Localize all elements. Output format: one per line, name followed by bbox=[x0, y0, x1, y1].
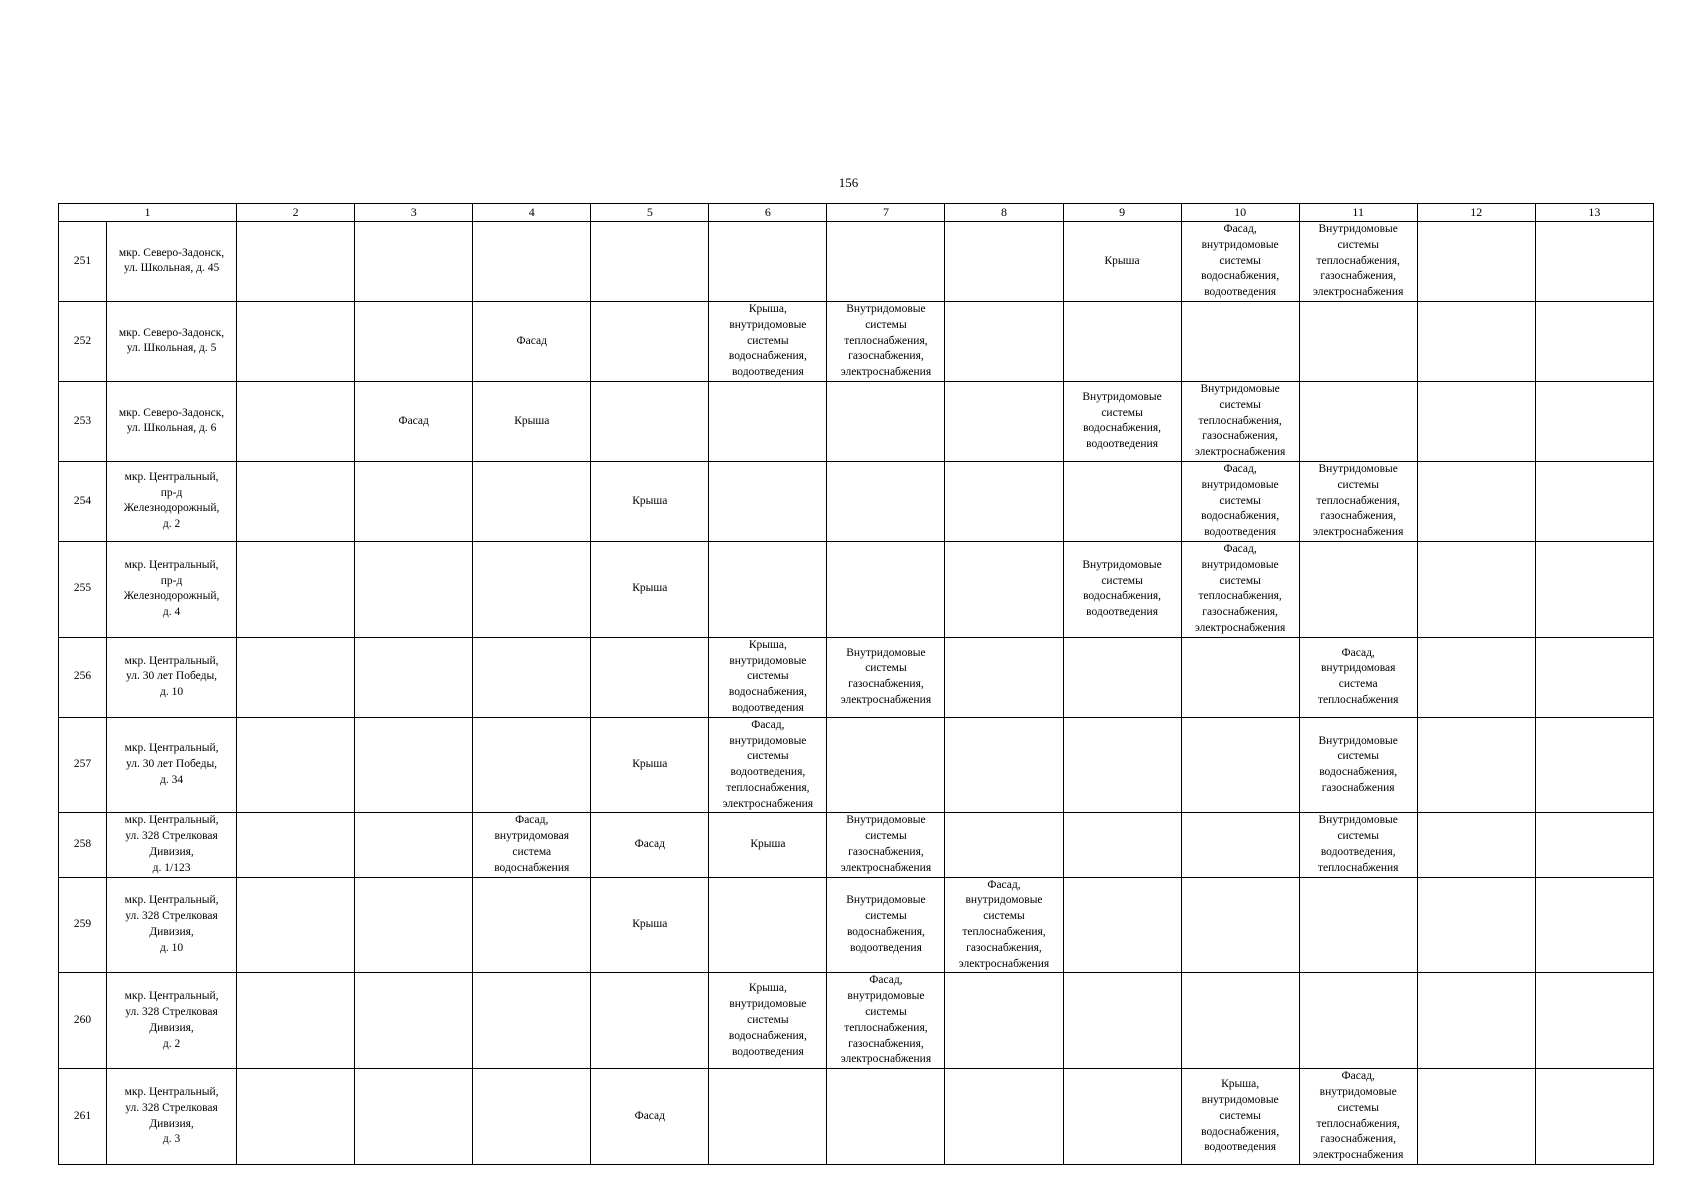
work-cell-col-3 bbox=[355, 813, 473, 877]
work-cell-col-5: Крыша bbox=[591, 541, 709, 637]
work-cell-col-10 bbox=[1181, 813, 1299, 877]
column-header: 11 bbox=[1299, 204, 1417, 222]
work-cell-col-5: Крыша bbox=[591, 717, 709, 813]
column-header: 7 bbox=[827, 204, 945, 222]
work-cell-col-4 bbox=[473, 717, 591, 813]
work-cell-col-12 bbox=[1417, 461, 1535, 541]
work-cell-col-11: Внутридомовые системы водоотведения, теплоснабжения bbox=[1299, 813, 1417, 877]
column-header: 6 bbox=[709, 204, 827, 222]
work-cell-col-3 bbox=[355, 877, 473, 973]
work-cell-col-2 bbox=[237, 541, 355, 637]
work-cell-col-4 bbox=[473, 461, 591, 541]
work-cell-col-8 bbox=[945, 717, 1063, 813]
row-number: 256 bbox=[59, 637, 107, 717]
table-row bbox=[59, 1069, 1654, 1165]
row-number: 255 bbox=[59, 541, 107, 637]
work-cell-col-6 bbox=[709, 461, 827, 541]
work-cell-col-9 bbox=[1063, 637, 1181, 717]
work-cell-col-9 bbox=[1063, 717, 1181, 813]
work-cell-col-11: Фасад, внутридомовые системы теплоснабжения, газоснабжения, электроснабжения bbox=[1299, 1069, 1417, 1165]
work-cell-col-6: Крыша bbox=[709, 813, 827, 877]
work-cell-col-4 bbox=[473, 973, 591, 1069]
address-cell: мкр. Центральный, ул. 328 Стрелковая Дивизия, д. 3 bbox=[107, 1069, 237, 1165]
page-number: 156 bbox=[838, 175, 859, 190]
work-cell-col-7: Внутридомовые системы теплоснабжения, газоснабжения, электроснабжения bbox=[827, 301, 945, 381]
table-row bbox=[59, 222, 1654, 302]
work-cell-col-7: Фасад, внутридомовые системы теплоснабжения, газоснабжения, электроснабжения bbox=[827, 973, 945, 1069]
header-row bbox=[59, 204, 1654, 222]
work-cell-col-4 bbox=[473, 1069, 591, 1165]
work-cell-col-5 bbox=[591, 222, 709, 302]
work-cell-col-4: Крыша bbox=[473, 381, 591, 461]
work-cell-col-11 bbox=[1299, 973, 1417, 1069]
work-cell-col-10 bbox=[1181, 877, 1299, 973]
work-cell-col-7: Внутридомовые системы газоснабжения, электроснабжения bbox=[827, 813, 945, 877]
work-cell-col-10: Фасад, внутридомовые системы водоснабжения, водоотведения bbox=[1181, 461, 1299, 541]
work-cell-col-12 bbox=[1417, 381, 1535, 461]
work-cell-col-11: Внутридомовые системы теплоснабжения, газоснабжения, электроснабжения bbox=[1299, 461, 1417, 541]
work-cell-col-12 bbox=[1417, 877, 1535, 973]
work-cell-col-2 bbox=[237, 222, 355, 302]
work-cell-col-8 bbox=[945, 301, 1063, 381]
column-header: 4 bbox=[473, 204, 591, 222]
work-cell-col-7: Внутридомовые системы газоснабжения, электроснабжения bbox=[827, 637, 945, 717]
work-cell-col-4 bbox=[473, 877, 591, 973]
work-cell-col-10: Крыша, внутридомовые системы водоснабжения, водоотведения bbox=[1181, 1069, 1299, 1165]
work-cell-col-2 bbox=[237, 813, 355, 877]
work-cell-col-13 bbox=[1535, 973, 1653, 1069]
work-cell-col-2 bbox=[237, 973, 355, 1069]
table-row bbox=[59, 301, 1654, 381]
work-cell-col-11 bbox=[1299, 877, 1417, 973]
work-cell-col-3 bbox=[355, 222, 473, 302]
address-cell: мкр. Северо-Задонск, ул. Школьная, д. 6 bbox=[107, 381, 237, 461]
row-number: 258 bbox=[59, 813, 107, 877]
row-number: 257 bbox=[59, 717, 107, 813]
column-header: 1 bbox=[59, 204, 237, 222]
table-row bbox=[59, 877, 1654, 973]
work-cell-col-3 bbox=[355, 717, 473, 813]
work-cell-col-3 bbox=[355, 973, 473, 1069]
work-cell-col-13 bbox=[1535, 381, 1653, 461]
address-cell: мкр. Центральный, ул. 328 Стрелковая Дивизия, д. 2 bbox=[107, 973, 237, 1069]
work-cell-col-2 bbox=[237, 1069, 355, 1165]
work-cell-col-9 bbox=[1063, 461, 1181, 541]
work-cell-col-13 bbox=[1535, 301, 1653, 381]
work-cell-col-13 bbox=[1535, 541, 1653, 637]
work-cell-col-10: Фасад, внутридомовые системы теплоснабжения, газоснабжения, электроснабжения bbox=[1181, 541, 1299, 637]
work-cell-col-9: Крыша bbox=[1063, 222, 1181, 302]
table-body bbox=[59, 222, 1654, 1165]
work-cell-col-13 bbox=[1535, 222, 1653, 302]
work-cell-col-13 bbox=[1535, 877, 1653, 973]
work-cell-col-8 bbox=[945, 637, 1063, 717]
work-cell-col-10 bbox=[1181, 637, 1299, 717]
work-cell-col-4 bbox=[473, 637, 591, 717]
work-cell-col-4 bbox=[473, 541, 591, 637]
work-cell-col-9 bbox=[1063, 301, 1181, 381]
work-cell-col-7 bbox=[827, 541, 945, 637]
row-number: 259 bbox=[59, 877, 107, 973]
work-cell-col-12 bbox=[1417, 222, 1535, 302]
work-cell-col-2 bbox=[237, 877, 355, 973]
work-cell-col-11: Внутридомовые системы водоснабжения, газоснабжения bbox=[1299, 717, 1417, 813]
work-cell-col-6: Фасад, внутридомовые системы водоотведения, теплоснабжения, электроснабжения bbox=[709, 717, 827, 813]
work-cell-col-11 bbox=[1299, 301, 1417, 381]
work-cell-col-13 bbox=[1535, 717, 1653, 813]
column-header: 10 bbox=[1181, 204, 1299, 222]
work-cell-col-9 bbox=[1063, 973, 1181, 1069]
work-cell-col-6 bbox=[709, 1069, 827, 1165]
column-header: 12 bbox=[1417, 204, 1535, 222]
table-row bbox=[59, 717, 1654, 813]
work-cell-col-10 bbox=[1181, 717, 1299, 813]
work-cell-col-6: Крыша, внутридомовые системы водоснабжения, водоотведения bbox=[709, 637, 827, 717]
work-cell-col-10: Внутридомовые системы теплоснабжения, газоснабжения, электроснабжения bbox=[1181, 381, 1299, 461]
work-cell-col-2 bbox=[237, 381, 355, 461]
table-row bbox=[59, 637, 1654, 717]
work-cell-col-3 bbox=[355, 541, 473, 637]
work-cell-col-12 bbox=[1417, 717, 1535, 813]
row-number: 253 bbox=[59, 381, 107, 461]
work-cell-col-3 bbox=[355, 461, 473, 541]
work-cell-col-9 bbox=[1063, 1069, 1181, 1165]
column-header: 13 bbox=[1535, 204, 1653, 222]
address-cell: мкр. Центральный, ул. 328 Стрелковая Дивизия, д. 10 bbox=[107, 877, 237, 973]
table-row bbox=[59, 541, 1654, 637]
work-cell-col-7 bbox=[827, 717, 945, 813]
address-cell: мкр. Центральный, ул. 328 Стрелковая Дивизия, д. 1/123 bbox=[107, 813, 237, 877]
work-cell-col-7 bbox=[827, 1069, 945, 1165]
row-number: 254 bbox=[59, 461, 107, 541]
work-cell-col-7: Внутридомовые системы водоснабжения, водоотведения bbox=[827, 877, 945, 973]
table-row bbox=[59, 973, 1654, 1069]
work-cell-col-5 bbox=[591, 301, 709, 381]
work-cell-col-12 bbox=[1417, 1069, 1535, 1165]
work-cell-col-11: Фасад, внутридомовая система теплоснабжения bbox=[1299, 637, 1417, 717]
row-number: 252 bbox=[59, 301, 107, 381]
work-cell-col-8 bbox=[945, 222, 1063, 302]
work-cell-col-9 bbox=[1063, 877, 1181, 973]
work-cell-col-2 bbox=[237, 637, 355, 717]
work-cell-col-7 bbox=[827, 461, 945, 541]
column-header: 2 bbox=[237, 204, 355, 222]
work-cell-col-12 bbox=[1417, 301, 1535, 381]
table-row bbox=[59, 381, 1654, 461]
work-cell-col-3 bbox=[355, 301, 473, 381]
work-cell-col-2 bbox=[237, 461, 355, 541]
work-cell-col-4 bbox=[473, 222, 591, 302]
work-cell-col-6 bbox=[709, 541, 827, 637]
work-cell-col-11 bbox=[1299, 541, 1417, 637]
repair-schedule-table bbox=[58, 203, 1654, 1165]
work-cell-col-5: Крыша bbox=[591, 461, 709, 541]
work-cell-col-12 bbox=[1417, 541, 1535, 637]
work-cell-col-5 bbox=[591, 381, 709, 461]
work-cell-col-6 bbox=[709, 381, 827, 461]
work-cell-col-7 bbox=[827, 222, 945, 302]
address-cell: мкр. Центральный, пр-д Железнодорожный, д. 2 bbox=[107, 461, 237, 541]
column-header: 5 bbox=[591, 204, 709, 222]
work-cell-col-5: Фасад bbox=[591, 813, 709, 877]
column-header: 3 bbox=[355, 204, 473, 222]
work-cell-col-6 bbox=[709, 877, 827, 973]
work-cell-col-12 bbox=[1417, 637, 1535, 717]
work-cell-col-3 bbox=[355, 1069, 473, 1165]
work-cell-col-10: Фасад, внутридомовые системы водоснабжения, водоотведения bbox=[1181, 222, 1299, 302]
address-cell: мкр. Центральный, ул. 30 лет Победы, д. 10 bbox=[107, 637, 237, 717]
work-cell-col-8 bbox=[945, 381, 1063, 461]
work-cell-col-11: Внутридомовые системы теплоснабжения, газоснабжения, электроснабжения bbox=[1299, 222, 1417, 302]
row-number: 260 bbox=[59, 973, 107, 1069]
work-cell-col-4: Фасад, внутридомовая система водоснабжения bbox=[473, 813, 591, 877]
work-cell-col-9: Внутридомовые системы водоснабжения, водоотведения bbox=[1063, 381, 1181, 461]
address-cell: мкр. Центральный, ул. 30 лет Победы, д. 34 bbox=[107, 717, 237, 813]
work-cell-col-6: Крыша, внутридомовые системы водоснабжения, водоотведения bbox=[709, 301, 827, 381]
work-cell-col-5 bbox=[591, 637, 709, 717]
work-cell-col-9: Внутридомовые системы водоснабжения, водоотведения bbox=[1063, 541, 1181, 637]
work-cell-col-11 bbox=[1299, 381, 1417, 461]
work-cell-col-13 bbox=[1535, 1069, 1653, 1165]
work-cell-col-8 bbox=[945, 1069, 1063, 1165]
work-cell-col-12 bbox=[1417, 973, 1535, 1069]
address-cell: мкр. Северо-Задонск, ул. Школьная, д. 5 bbox=[107, 301, 237, 381]
work-cell-col-5 bbox=[591, 973, 709, 1069]
work-cell-col-13 bbox=[1535, 637, 1653, 717]
work-cell-col-9 bbox=[1063, 813, 1181, 877]
work-cell-col-6: Крыша, внутридомовые системы водоснабжения, водоотведения bbox=[709, 973, 827, 1069]
work-cell-col-10 bbox=[1181, 973, 1299, 1069]
column-header: 9 bbox=[1063, 204, 1181, 222]
work-cell-col-8 bbox=[945, 541, 1063, 637]
address-cell: мкр. Центральный, пр-д Железнодорожный, д. 4 bbox=[107, 541, 237, 637]
row-number: 261 bbox=[59, 1069, 107, 1165]
work-cell-col-3 bbox=[355, 637, 473, 717]
address-cell: мкр. Северо-Задонск, ул. Школьная, д. 45 bbox=[107, 222, 237, 302]
work-cell-col-8 bbox=[945, 973, 1063, 1069]
work-cell-col-13 bbox=[1535, 813, 1653, 877]
work-cell-col-2 bbox=[237, 717, 355, 813]
work-cell-col-13 bbox=[1535, 461, 1653, 541]
work-cell-col-12 bbox=[1417, 813, 1535, 877]
table-row bbox=[59, 813, 1654, 877]
column-header: 8 bbox=[945, 204, 1063, 222]
work-cell-col-6 bbox=[709, 222, 827, 302]
work-cell-col-2 bbox=[237, 301, 355, 381]
table-row bbox=[59, 461, 1654, 541]
work-cell-col-7 bbox=[827, 381, 945, 461]
work-cell-col-8 bbox=[945, 461, 1063, 541]
work-cell-col-5: Фасад bbox=[591, 1069, 709, 1165]
work-cell-col-8: Фасад, внутридомовые системы теплоснабжения, газоснабжения, электроснабжения bbox=[945, 877, 1063, 973]
work-cell-col-4: Фасад bbox=[473, 301, 591, 381]
work-cell-col-3: Фасад bbox=[355, 381, 473, 461]
row-number: 251 bbox=[59, 222, 107, 302]
work-cell-col-10 bbox=[1181, 301, 1299, 381]
work-cell-col-8 bbox=[945, 813, 1063, 877]
work-cell-col-5: Крыша bbox=[591, 877, 709, 973]
